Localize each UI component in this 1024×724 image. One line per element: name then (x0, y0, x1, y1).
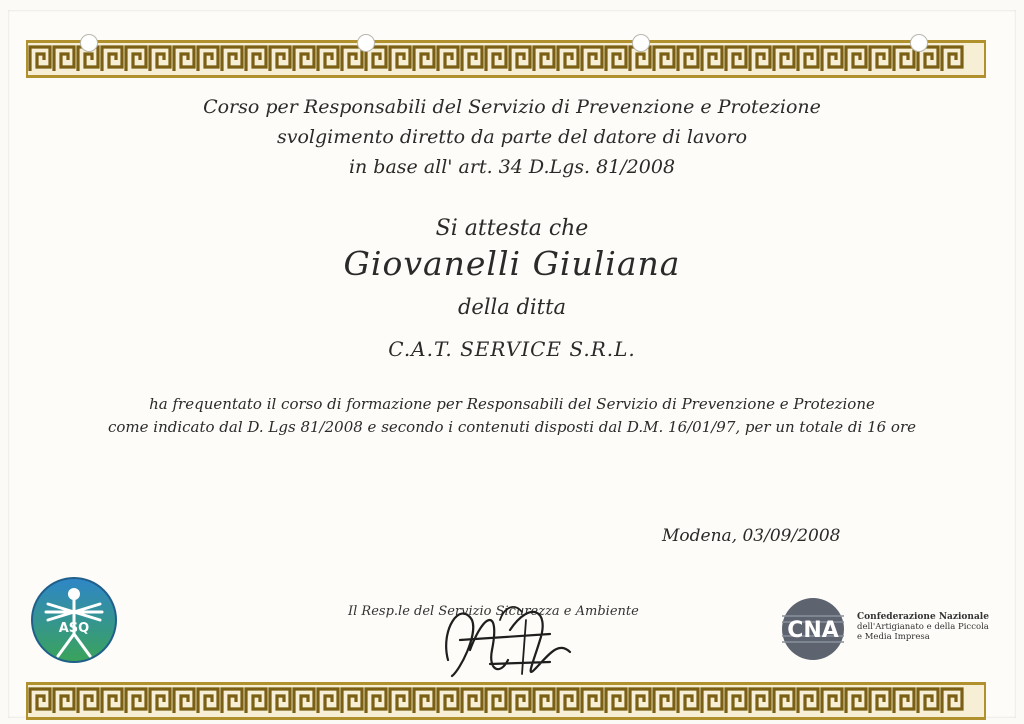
course-title-line: Corso per Responsabili del Servizio di Prevenzione e Protezione (203, 96, 821, 118)
recipient-name: Giovanelli Giuliana (343, 244, 681, 283)
attendance-statement (0, 393, 1024, 439)
attendance-line: come indicato dal D. Lgs 81/2008 e secondo i contenuti disposti dal D.M. 16/01/97, per un totale di 16 ore (107, 418, 917, 436)
course-title-line: svolgimento diretto da parte del datore di lavoro (276, 126, 748, 148)
cna-text-line: e Media Impresa (857, 632, 930, 642)
place-date: Modena, 03/09/2008 (662, 526, 841, 546)
binder-hole (80, 34, 98, 52)
greek-key-frieze-top (26, 40, 986, 78)
binder-hole (632, 34, 650, 52)
cna-text-line: dell'Artigianato e della Piccola (857, 622, 989, 632)
asq-vitruvian-logo-icon (28, 574, 120, 666)
cna-logo-label: CNA (787, 618, 839, 643)
greek-key-frieze-bottom (26, 682, 986, 720)
cna-organization-name (857, 612, 989, 642)
asq-logo-label: ASQ (58, 621, 90, 636)
attendance-line: ha frequentato il corso di formazione per Responsabili del Servizio di Prevenzione e Protezione (149, 395, 875, 413)
binder-hole (910, 34, 928, 52)
signature-role: Il Resp.le del Servizio Sicurezza e Ambiente (348, 604, 639, 619)
handwritten-signature (430, 590, 580, 682)
firm-name: C.A.T. SERVICE S.R.L. (388, 337, 636, 361)
course-title (0, 92, 1024, 182)
binder-hole (357, 34, 375, 52)
firm-label: della ditta (457, 295, 567, 319)
attest-label: Si attesta che (435, 216, 589, 241)
cna-seal-icon (780, 596, 846, 662)
course-title-line: in base all' art. 34 D.Lgs. 81/2008 (348, 156, 676, 178)
cna-text-line: Confederazione Nazionale (857, 612, 989, 622)
